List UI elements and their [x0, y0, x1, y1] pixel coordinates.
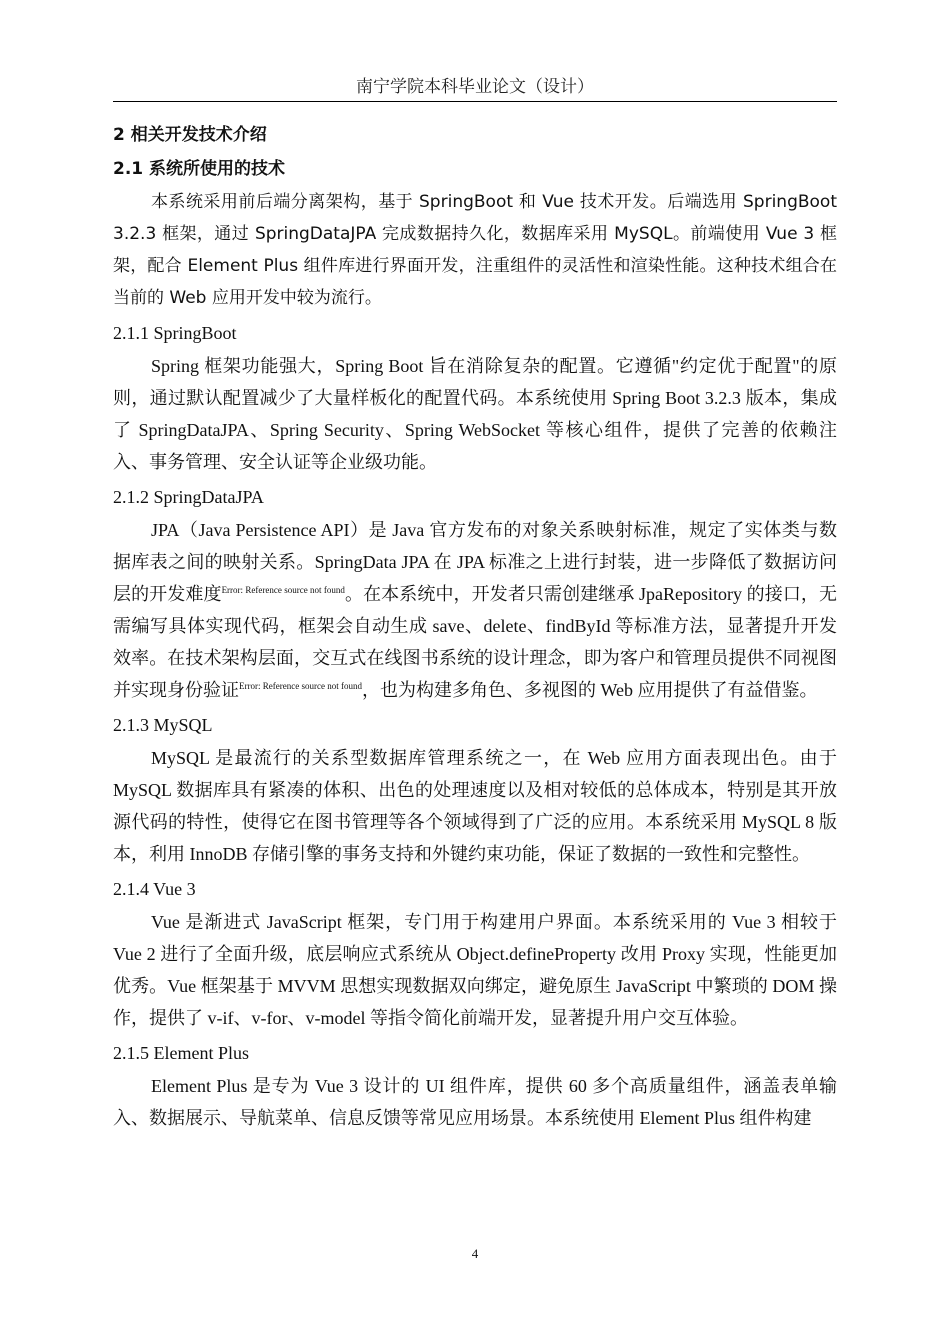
reference-error-2: Error: Reference source not found — [239, 681, 362, 691]
subsection-heading: 2.1 系统所使用的技术 — [113, 159, 286, 179]
mysql-heading: 2.1.3 MySQL — [113, 715, 213, 735]
springdatajpa-text-a: JPA（Java Persistence API）是 Java 官方发布的对象关系映射标准，规定了实体类与数据库表之间的映射关系。SpringData JPA 在 JPA 标准之上进行封装，进一步降低了数据访问层的开发难度 — [113, 520, 837, 604]
springdatajpa-heading: 2.1.2 SpringDataJPA — [113, 487, 264, 507]
page-body — [113, 118, 837, 1136]
springdatajpa-paragraph — [113, 514, 837, 706]
page-header: 南宁学院本科毕业论文（设计） — [356, 77, 594, 97]
mysql-paragraph: MySQL 是最流行的关系型数据库管理系统之一，在 Web 应用方面表现出色。由于 MySQL 数据库具有紧凑的体积、出色的处理速度以及相对较低的总体成本，特别是其开放源代码的特性，使得它在图书管理等各个领域得到了广泛的应用。本系统采用 MySQL 8 版本，利用 InnoDB 存储引擎的事务支持和外键约束功能，保证了数据的一致性和完整性。 — [113, 748, 837, 864]
reference-error-1: Error: Reference source not found — [221, 585, 345, 595]
element-plus-paragraph: Element Plus 是专为 Vue 3 设计的 UI 组件库，提供 60 多个高质量组件，涵盖表单输入、数据展示、导航菜单、信息反馈等常见应用场景。本系统使用 Element Plus 组件构建 — [113, 1076, 837, 1128]
page-number: 4 — [471, 1246, 479, 1261]
vue3-heading: 2.1.4 Vue 3 — [113, 879, 196, 899]
section-heading: 2 相关开发技术介绍 — [113, 125, 267, 145]
vue3-paragraph: Vue 是渐进式 JavaScript 框架，专门用于构建用户界面。本系统采用的 Vue 3 相较于 Vue 2 进行了全面升级，底层响应式系统从 Object.defineProperty 改用 Proxy 实现，性能更加优秀。Vue 框架基于 MVVM 思想实现数据双向绑定，避免原生 JavaScript 中繁琐的 DOM 操作，提供了 v-if、v-for、v-model 等指令简化前端开发，显著提升用户交互体验。 — [113, 912, 837, 1028]
element-plus-heading: 2.1.5 Element Plus — [113, 1043, 249, 1063]
header-rule — [113, 101, 837, 102]
springdatajpa-text-c: ，也为构建多角色、多视图的 Web 应用提供了有益借鉴。 — [361, 680, 818, 700]
springdatajpa-text-b: 。在本系统中，开发者只需创建继承 JpaRepository 的接口，无需编写具体实现代码，框架会自动生成 save、delete、findById 等标准方法，显著提升开发效率。在技术架构层面，交互式在线图书系统的设计理念，即为客户和管理员提供不同视图并实现身份验证 — [113, 584, 838, 700]
springboot-heading: 2.1.1 SpringBoot — [113, 323, 237, 343]
intro-paragraph: 本系统采用前后端分离架构，基于 SpringBoot 和 Vue 技术开发。后端选用 SpringBoot 3.2.3 框架，通过 SpringDataJPA 完成数据持久化，数据库采用 MySQL。前端使用 Vue 3 框架，配合 Element Plus 组件库进行界面开发，注重组件的灵活性和渲染性能。这种技术组合在当前的 Web 应用开发中较为流行。 — [113, 192, 837, 308]
springboot-paragraph: Spring 框架功能强大，Spring Boot 旨在消除复杂的配置。它遵循"约定优于配置"的原则，通过默认配置减少了大量样板化的配置代码。本系统使用 Spring Boot 3.2.3 版本，集成了 SpringDataJPA、Spring Security、Spring WebSocket 等核心组件，提供了完善的依赖注入、事务管理、安全认证等企业级功能。 — [113, 356, 837, 472]
